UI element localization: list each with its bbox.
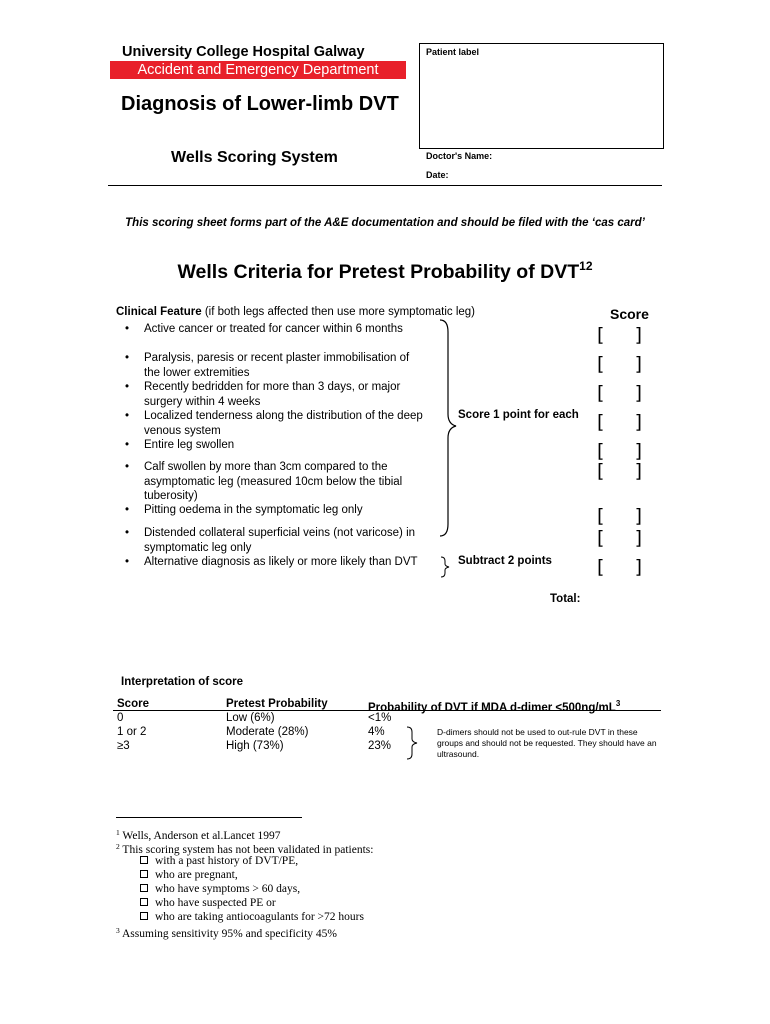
criteria-item — [124, 380, 426, 409]
criteria-item-text: Calf swollen by more than 3cm compared to the asymptomatic leg (measured 10cm below the tibial tuberosity) — [144, 461, 403, 502]
bullet-icon: • — [124, 439, 130, 451]
footnote-2-item-text: who have symptoms > 60 days, — [155, 883, 301, 895]
doctor-name-label: Doctor's Name: — [426, 151, 493, 161]
criteria-item-text: Entire leg swollen — [144, 439, 235, 451]
footnote-2-item — [140, 882, 300, 896]
footnote-3-mark: 3 — [116, 926, 120, 935]
criteria-item-text: Paralysis, paresis or recent plaster immobilisation of the lower extremities — [144, 352, 410, 379]
criteria-item — [124, 322, 426, 337]
criteria-item-text: Alternative diagnosis as likely or more likely than DVT — [144, 556, 418, 568]
bullet-icon: • — [124, 527, 130, 539]
footnote-2-item-text: who are pregnant, — [155, 869, 238, 881]
header-divider — [108, 185, 662, 186]
criteria-item — [124, 526, 426, 555]
criteria-item-text: Localized tenderness along the distribution of the deep venous system — [144, 410, 423, 437]
col-header-probability-text: Probability of DVT if MDA d-dimer <500ng/mL — [368, 702, 616, 714]
footnote-2-item — [140, 896, 276, 910]
score-minus-brace — [440, 556, 454, 578]
score-box[interactable]: [ ] — [597, 411, 643, 433]
col-header-pretest: Pretest Probability — [226, 698, 328, 710]
col-header-probability — [368, 697, 620, 715]
table-cell-score: ≥3 — [117, 740, 130, 752]
bullet-icon: • — [124, 504, 130, 516]
score-minus-label: Subtract 2 points — [458, 555, 552, 567]
footnote-1-text: Wells, Anderson et al.Lancet 1997 — [122, 830, 281, 842]
table-cell-score: 0 — [117, 712, 124, 724]
col-header-score: Score — [117, 698, 149, 710]
ddimer-brace — [406, 726, 420, 760]
footnote-2-item-text: who have suspected PE or — [155, 897, 276, 909]
footnote-1-mark: 1 — [116, 828, 120, 837]
filing-note: This scoring sheet forms part of the A&E documentation and should be filed with the ‘cas card’ — [125, 217, 645, 229]
score-box[interactable]: [ ] — [597, 382, 643, 404]
score-box[interactable]: [ ] — [597, 440, 643, 462]
checkbox-icon — [140, 870, 148, 878]
criteria-heading-sup: 12 — [579, 259, 593, 273]
table-cell-score: 1 or 2 — [117, 726, 147, 738]
checkbox-icon — [140, 884, 148, 892]
clinical-feature-note: (if both legs affected then use more symptomatic leg) — [201, 306, 476, 318]
page-title: Diagnosis of Lower-limb DVT — [121, 93, 399, 115]
criteria-item — [124, 438, 426, 453]
date-label: Date: — [426, 170, 449, 180]
col-header-probability-sup: 3 — [615, 699, 621, 708]
criteria-item-text: Active cancer or treated for cancer within 6 months — [144, 323, 403, 335]
score-box[interactable]: [ ] — [597, 527, 643, 549]
criteria-item — [124, 555, 444, 570]
footnote-rule — [116, 817, 302, 818]
criteria-heading-text: Wells Criteria for Pretest Probability of DVT — [177, 261, 580, 283]
score-box[interactable]: [ ] — [597, 556, 643, 578]
footnote-2-item-text: who are taking antiocoagulants for >72 hours — [155, 911, 364, 923]
bullet-icon: • — [124, 352, 130, 364]
criteria-item-text: Recently bedridden for more than 3 days, or major surgery within 4 weeks — [144, 381, 401, 408]
ddimer-note: D-dimers should not be used to out-rule DVT in these groups and should not be requested. They should have an ultrasound. — [437, 727, 657, 759]
total-label: Total: — [550, 593, 581, 605]
footnote-3 — [116, 924, 337, 941]
footnote-2-mark: 2 — [116, 842, 120, 851]
score-plus-brace — [438, 318, 462, 540]
criteria-item — [124, 409, 448, 438]
bullet-icon: • — [124, 461, 130, 473]
bullet-icon: • — [124, 410, 130, 422]
table-cell-probability: 23% — [368, 740, 392, 752]
score-column-header: Score — [610, 306, 649, 322]
checkbox-icon — [140, 912, 148, 920]
score-box[interactable]: [ ] — [597, 353, 643, 375]
bullet-icon: • — [124, 381, 130, 393]
checkbox-icon — [140, 856, 148, 864]
hospital-name: University College Hospital Galway — [122, 44, 365, 60]
footnote-3-text: Assuming sensitivity 95% and specificity 45% — [122, 928, 337, 940]
table-cell-probability: <1% — [368, 712, 392, 724]
score-box[interactable]: [ ] — [597, 505, 643, 527]
department-banner: Accident and Emergency Department — [110, 61, 406, 79]
checkbox-icon — [140, 898, 148, 906]
footnote-2-item — [140, 910, 364, 924]
page-subtitle: Wells Scoring System — [171, 149, 338, 166]
criteria-item — [124, 503, 426, 518]
criteria-item-text: Distended collateral superficial veins (not varicose) in symptomatic leg only — [144, 527, 416, 554]
footnote-2-item — [140, 854, 298, 868]
table-cell-pretest: Moderate (28%) — [226, 726, 309, 738]
table-cell-pretest: Low (6%) — [226, 712, 275, 724]
criteria-heading — [108, 259, 662, 284]
score-box[interactable]: [ ] — [597, 460, 643, 482]
clinical-feature-header — [116, 306, 475, 318]
patient-label-box[interactable] — [419, 43, 664, 149]
bullet-icon: • — [124, 556, 130, 568]
criteria-item — [124, 351, 426, 380]
interpretation-title: Interpretation of score — [121, 676, 244, 688]
clinical-feature-label: Clinical Feature — [116, 306, 202, 318]
table-cell-probability: 4% — [368, 726, 385, 738]
criteria-item — [124, 460, 434, 504]
table-cell-pretest: High (73%) — [226, 740, 284, 752]
footnote-2-item-text: with a past history of DVT/PE, — [155, 855, 299, 867]
footnote-2-item — [140, 868, 238, 882]
footnote-2-text: This scoring system has not been validated in patients: — [122, 844, 374, 856]
patient-label-caption: Patient label — [426, 47, 480, 57]
score-box[interactable]: [ ] — [597, 324, 643, 346]
score-plus-label: Score 1 point for each — [458, 409, 579, 421]
criteria-item-text: Pitting oedema in the symptomatic leg only — [144, 504, 363, 516]
bullet-icon: • — [124, 323, 130, 335]
